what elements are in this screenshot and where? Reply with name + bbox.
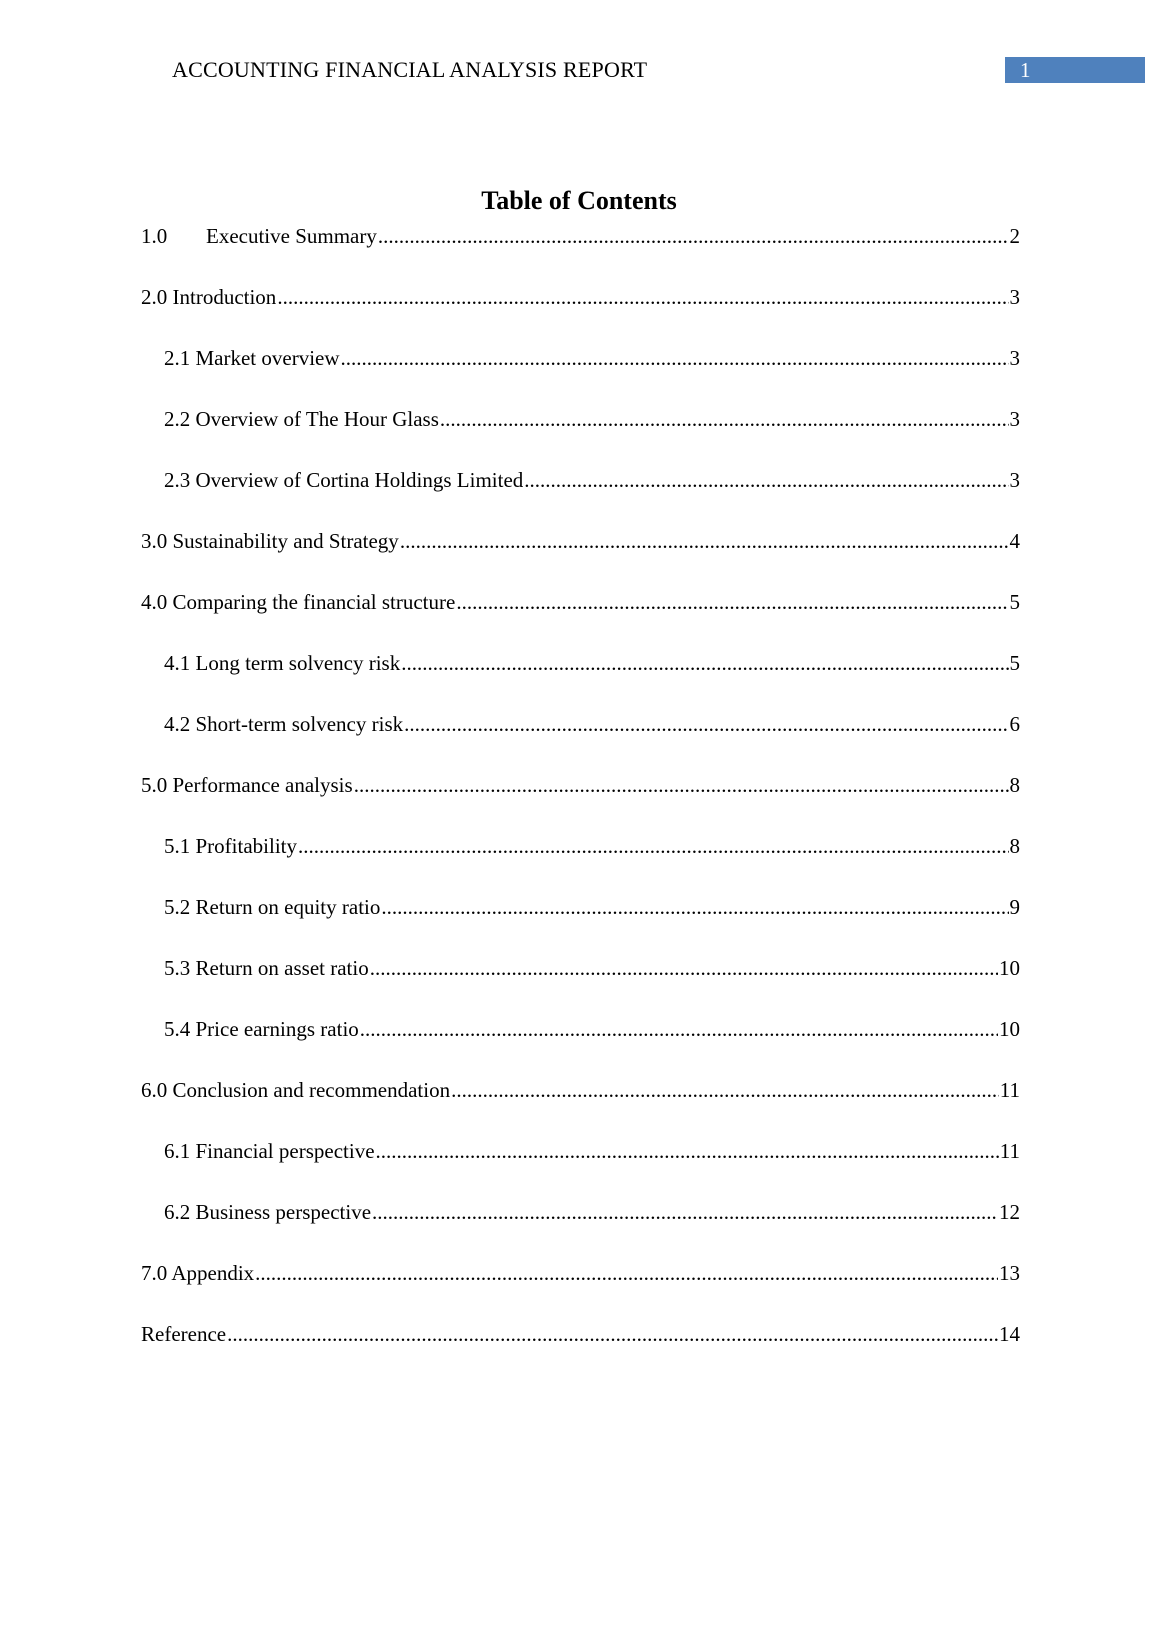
toc-entry-introduction[interactable] [141,282,1020,312]
dot-leader [381,892,1008,922]
toc-entry-label: 5.3 Return on asset ratio [164,956,369,980]
toc-entry-label: 4.2 Short-term solvency risk [164,712,404,736]
toc-entry-business-perspective[interactable] [164,1197,1020,1227]
dot-leader [370,953,998,983]
dot-leader [401,648,1008,678]
toc-entry-page: 11 [999,1139,1020,1163]
toc-entry-page: 12 [999,1200,1020,1224]
page-number-badge: 1 [1005,57,1145,83]
dot-leader [277,282,1008,312]
toc-entry-return-on-asset[interactable] [164,953,1020,983]
dot-leader [376,1136,999,1166]
toc-entry-price-earnings[interactable] [164,1014,1020,1044]
page-header [0,0,1158,100]
toc-entry-page: 2 [1009,224,1020,248]
toc-entry-label: 5.4 Price earnings ratio [164,1017,359,1041]
toc-entry-executive-summary[interactable] [141,221,1020,251]
toc-entry-long-term-solvency[interactable] [164,648,1020,678]
toc-entry-label: 6.2 Business perspective [164,1200,372,1224]
toc-entry-page: 8 [1009,773,1020,797]
dot-leader [255,1258,998,1288]
toc-entry-page: 5 [1009,651,1020,675]
toc-entry-label: 2.1 Market overview [164,346,340,370]
toc-entry-hour-glass[interactable] [164,404,1020,434]
dot-leader [451,1075,999,1105]
toc-title: Table of Contents [481,186,677,215]
toc-entry-page: 4 [1009,529,1020,553]
toc-entry-number: 1.0 [141,224,168,248]
dot-leader [456,587,1008,617]
toc-entry-label: 7.0 Appendix [141,1261,255,1285]
toc-entry-page: 8 [1009,834,1020,858]
dot-leader [404,709,1008,739]
toc-entry-page: 6 [1009,712,1020,736]
toc-entry-page: 5 [1009,590,1020,614]
dot-leader [227,1319,998,1349]
toc-entry-page: 3 [1009,285,1020,309]
dot-leader [400,526,1009,556]
toc-entry-label: 5.0 Performance analysis [141,773,353,797]
header-title: ACCOUNTING FINANCIAL ANALYSIS REPORT [172,57,648,82]
toc-entry-page: 3 [1009,468,1020,492]
toc-entry-page: 10 [999,1017,1020,1041]
toc-entry-label: Executive Summary [206,224,377,248]
toc-entry-label: 5.2 Return on equity ratio [164,895,381,919]
toc-entry-label: 5.1 Profitability [164,834,297,858]
toc-entry-market-overview[interactable] [164,343,1020,373]
toc-entry-appendix[interactable] [141,1258,1020,1288]
toc-entry-profitability[interactable] [164,831,1020,861]
dot-leader [298,831,1009,861]
toc-entry-label: 4.1 Long term solvency risk [164,651,401,675]
dot-leader [354,770,1009,800]
toc-entry-financial-structure[interactable] [141,587,1020,617]
dot-leader [360,1014,998,1044]
toc-entry-sustainability-strategy[interactable] [141,526,1020,556]
dot-leader [524,465,1008,495]
toc-entry-page: 3 [1009,346,1020,370]
toc-entry-label: 2.2 Overview of The Hour Glass [164,407,439,431]
toc-entry-label: Reference [141,1322,227,1346]
toc-entry-page: 10 [999,956,1020,980]
toc-entry-page: 11 [999,1078,1020,1102]
toc-entry-performance-analysis[interactable] [141,770,1020,800]
toc-entry-reference[interactable] [141,1319,1020,1349]
toc-entry-conclusion[interactable] [141,1075,1020,1105]
toc-entry-page: 3 [1009,407,1020,431]
toc-entry-label: 2.3 Overview of Cortina Holdings Limited [164,468,524,492]
toc-entry-label: 6.1 Financial perspective [164,1139,375,1163]
toc-entry-short-term-solvency[interactable] [164,709,1020,739]
toc-entry-page: 13 [999,1261,1020,1285]
dot-leader [378,221,1009,251]
toc-entry-cortina-holdings[interactable] [164,465,1020,495]
toc-entry-return-on-equity[interactable] [164,892,1020,922]
toc-entry-financial-perspective[interactable] [164,1136,1020,1166]
dot-leader [372,1197,998,1227]
toc-entry-label: 2.0 Introduction [141,285,277,309]
toc-entry-label: 6.0 Conclusion and recommendation [141,1078,451,1102]
toc-entry-page: 14 [999,1322,1020,1346]
dot-leader [440,404,1009,434]
toc-entry-label: 3.0 Sustainability and Strategy [141,529,399,553]
dot-leader [341,343,1009,373]
toc-entry-page: 9 [1009,895,1020,919]
toc-entry-label: 4.0 Comparing the financial structure [141,590,456,614]
